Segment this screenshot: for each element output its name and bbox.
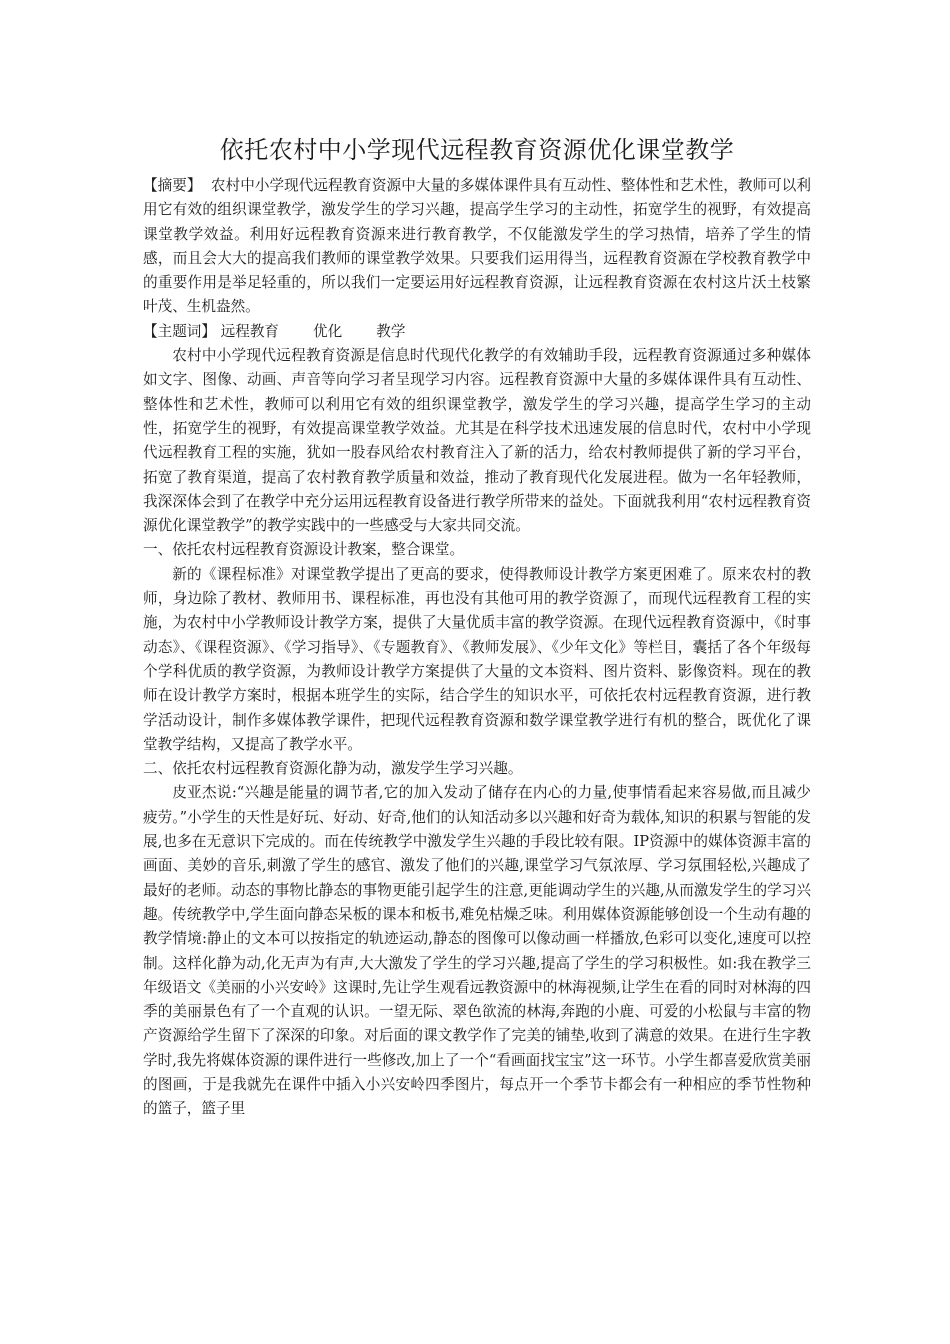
section-heading: 二、依托农村远程教育资源化静为动，激发学生学习兴趣。 xyxy=(143,760,523,778)
section-heading: 一、依托农村远程教育资源设计教案，整合课堂。 xyxy=(143,541,465,559)
intro-paragraph: 农村中小学现代远程教育资源是信息时代现代化教学的有效辅助手段，远程教育资源通过多种媒体如文字、图像、动画、声音等向学习者呈现学习内容。远程教育资源中大量的多媒体课件具有互动性、整体性和艺术性，教师可以利用它有效的组织课堂教学，激发学生的学习兴趣，提高学生学习的主动性，拓宽学生的视野，有效提高课堂教学效益。尤其是在科学技术迅速发展的信息时代，农村中小学现代远程教育工程的实施，犹如一股春风给农村教育注入了新的活力，给农村教师提供了新的学习平台，拓宽了教育渠道，提高了农村教育教学质量和效益，推动了教育现代化发展进程。做为一名年轻教师，我深深体会到了在教学中充分运用远程教育设备进行教学所带来的益处。下面就我利用“农村远程教育资源优化课堂教学”的教学实践中的一些感受与大家共同交流。 xyxy=(143,347,811,535)
section-paragraph: 新的《课程标准》对课堂教学提出了更高的要求，使得教师设计教学方案更困难了。原来农村的教师，身边除了教材、教师用书、课程标准，再也没有其他可用的教学资源了，而现代远程教育工程的实施，为农村中小学教师设计教学方案，提供了大量优质丰富的教学资源。在现代远程教育资源中，《时事动态》、《课程资源》、《学习指导》、《专题教育》、《教师发展》、《少年文化》等栏目，囊括了各个年级每个学科优质的教学资源，为教师设计教学方案提供了大量的文本资料、图片资料、影像资料。现在的教师在设计教学方案时，根据本班学生的实际，结合学生的知识水平，可依托农村远程教育资源，进行教学活动设计，制作多媒体教学课件，把现代远程教育资源和数学课堂教学进行有机的整合，既优化了课堂教学结构，又提高了教学水平。 xyxy=(143,565,811,753)
document-title: 依托农村中小学现代远程教育资源优化课堂教学 xyxy=(219,136,735,164)
keyword: 教学 xyxy=(376,322,406,340)
keywords-label: 【主题词】 xyxy=(143,322,216,340)
document-page xyxy=(143,128,811,1122)
keywords-line xyxy=(143,320,811,344)
keyword: 远程教育 xyxy=(220,322,280,340)
abstract-text: 农村中小学现代远程教育资源中大量的多媒体课件具有互动性、整体性和艺术性，教师可以利用它有效的组织课堂教学，激发学生的学习兴趣，提高学生学习的主动性，拓宽学生的视野，有效提高课堂教学效益。利用好远程教育资源来进行教育教学，不仅能激发学生的学习热情，培养了学生的情感，而且会大大的提高我们教师的课堂教学效果。只要我们运用得当，远程教育资源在学校教育教学中的重要作用是举足轻重的，所以我们一定要运用好远程教育资源，让远程教育资源在农村这片沃土枝繁叶茂、生机盎然。 xyxy=(143,177,811,316)
keyword: 优化 xyxy=(313,322,343,340)
abstract-label: 【摘要】 xyxy=(143,177,202,194)
abstract-paragraph xyxy=(143,174,811,320)
section-paragraph: 皮亚杰说:“兴趣是能量的调节者,它的加入发动了储存在内心的力量,使事情看起来容易做,而且减少疲劳。”小学生的天性是好玩、好动、好奇,他们的认知活动多以兴趣和好奇为载体,知识的积累与智能的发展,也多在无意识下完成的。而在传统教学中激发学生兴趣的手段比较有限。IP资源中的媒体资源丰富的画面、美妙的音乐,刺激了学生的感官、激发了他们的兴趣,课堂学习气氛浓厚、学习氛围轻松,兴趣成了最好的老师。动态的事物比静态的事物更能引起学生的注意,更能调动学生的兴趣,从而激发学生的学习兴趣。传统教学中,学生面向静态呆板的课本和板书,难免枯燥乏味。利用媒体资源能够创设一个生动有趣的教学情境:静止的文本可以按指定的轨迹运动,静态的图像可以像动画一样播放,色彩可以变化,速度可以控制。这样化静为动,化无声为有声,大大激发了学生的学习兴趣,提高了学生的学习积极性。如:我在教学三年级语文《美丽的小兴安岭》这课时,先让学生观看远教资源中的林海视频,让学生在看的同时对林海的四季的美丽景色有了一个直观的认识。一望无际、翠色欲流的林海,奔跑的小鹿、可爱的小松鼠与丰富的物产资源给学生留下了深深的印象。对后面的课文教学作了完美的铺垫,收到了满意的效果。在进行生字教学时,我先将媒体资源的课件进行一些修改,加上了一个“看画面找宝宝”这一环节。小学生都喜爱欣赏美丽的图画，于是我就先在课件中插入小兴安岭四季图片，每点开一个季节卡都会有一种相应的季节性物种的篮子，篮子里 xyxy=(143,784,811,1118)
